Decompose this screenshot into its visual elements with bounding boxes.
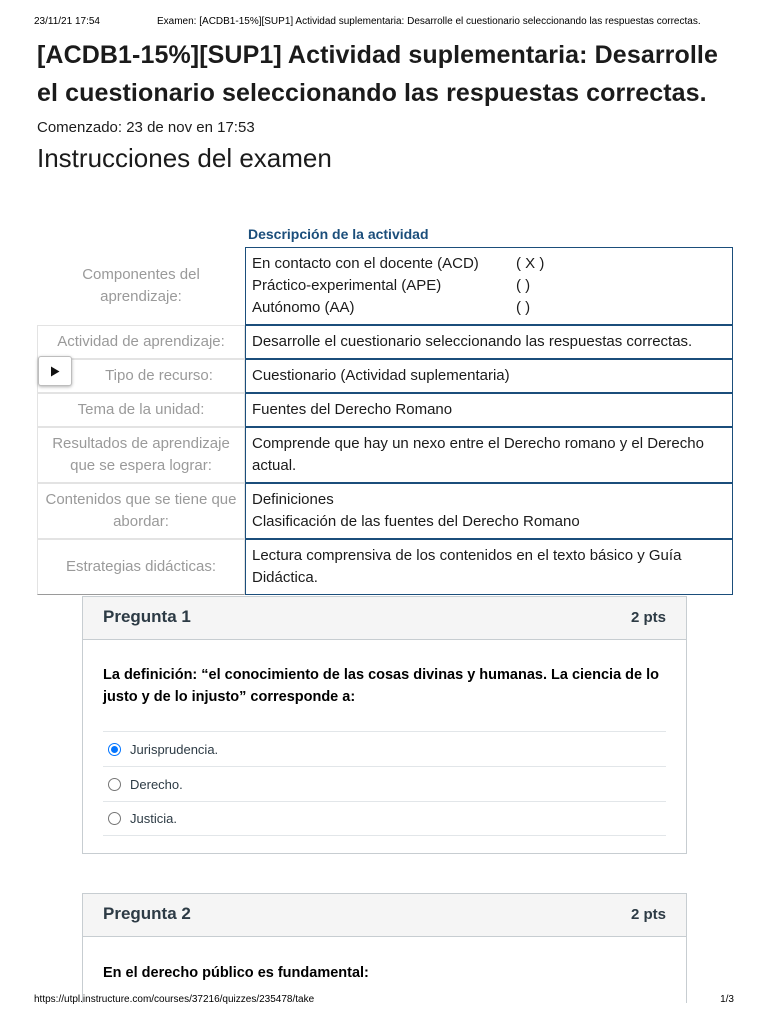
radio-unselected[interactable]: [108, 812, 121, 825]
table-row: [37, 325, 733, 359]
table-row: [37, 393, 733, 427]
answer-option[interactable]: [103, 766, 666, 801]
component-name: Práctico-experimental (APE): [252, 277, 442, 294]
row-value: [245, 483, 733, 539]
page-url: https://utpl.instructure.com/courses/37216/quizzes/235478/take: [34, 994, 315, 1005]
answer-option[interactable]: [103, 801, 666, 836]
answer-label[interactable]: Jurisprudencia.: [130, 741, 219, 757]
question-header: [83, 894, 686, 937]
row-label: Componentes del aprendizaje:: [37, 247, 245, 325]
table-row: [37, 359, 733, 393]
row-value: Cuestionario (Actividad suplementaria): [245, 359, 733, 393]
table-row: [37, 539, 733, 595]
print-date: 23/11/21 17:54: [34, 16, 100, 27]
row-value: Comprende que hay un nexo entre el Derecho romano y el Derecho actual.: [245, 427, 733, 483]
print-page-title: Examen: [ACDB1-15%][SUP1] Actividad suplementaria: Desarrolle el cuestionario seleccionando las respuestas correctas.: [157, 16, 701, 27]
table-row: [37, 247, 733, 325]
quiz-content: [37, 36, 733, 174]
question-card: [82, 596, 687, 854]
component-name: En contacto con el docente (ACD): [252, 255, 479, 272]
question-name: Pregunta 2: [103, 904, 191, 923]
page-number: 1/3: [720, 994, 734, 1005]
row-value: Desarrolle el cuestionario seleccionando las respuestas correctas.: [245, 325, 733, 359]
component-mark: ( X ): [516, 255, 545, 272]
instructions-heading: Instrucciones del examen: [37, 143, 332, 173]
question-text: En el derecho público es fundamental:: [103, 965, 369, 981]
table-row: [37, 427, 733, 483]
question-points: 2 pts: [630, 609, 666, 626]
component-mark: ( ): [516, 277, 531, 294]
activity-table: [37, 247, 733, 595]
component-mark: ( ): [516, 299, 531, 316]
question-name: Pregunta 1: [103, 607, 191, 626]
started-time: Comenzado: 23 de nov en 17:53: [37, 119, 255, 136]
component-name: Autónomo (AA): [252, 299, 355, 316]
row-label: Actividad de aprendizaje:: [37, 325, 245, 359]
row-label: Contenidos que se tiene que abordar:: [37, 483, 245, 539]
row-value: Fuentes del Derecho Romano: [245, 393, 733, 427]
quiz-title: [ACDB1-15%][SUP1] Actividad suplementaria: Desarrolle el cuestionario seleccionando las respuestas correctas.: [37, 41, 718, 107]
answer-label[interactable]: Justicia.: [130, 811, 177, 826]
question-points: 2 pts: [630, 906, 666, 923]
question-card: [82, 893, 687, 1003]
answer-list: [103, 731, 666, 836]
row-label: Tema de la unidad:: [37, 393, 245, 427]
activity-caption: Descripción de la actividad: [248, 226, 429, 242]
row-value: Lectura comprensiva de los contenidos en el texto básico y Guía Didáctica.: [245, 539, 733, 595]
components-cell: [245, 247, 733, 325]
question-text: La definición: “el conocimiento de las cosas divinas y humanas. La ciencia de lo justo y de lo injusto” corresponde a:: [103, 667, 659, 705]
radio-unselected[interactable]: [108, 778, 121, 791]
content-line: Definiciones: [252, 491, 334, 508]
row-label: Resultados de aprendizaje que se espera lograr:: [37, 427, 245, 483]
answer-option[interactable]: [103, 731, 666, 766]
row-label-text: Tipo de recurso:: [105, 367, 213, 384]
play-icon: [50, 366, 60, 377]
question-header: [83, 597, 686, 640]
content-line: Clasificación de las fuentes del Derecho Romano: [252, 513, 580, 530]
row-label: Estrategias didácticas:: [37, 539, 245, 595]
answer-label[interactable]: Derecho.: [130, 776, 183, 792]
play-button[interactable]: [38, 356, 72, 386]
table-row: [37, 483, 733, 539]
radio-selected[interactable]: [108, 743, 121, 756]
